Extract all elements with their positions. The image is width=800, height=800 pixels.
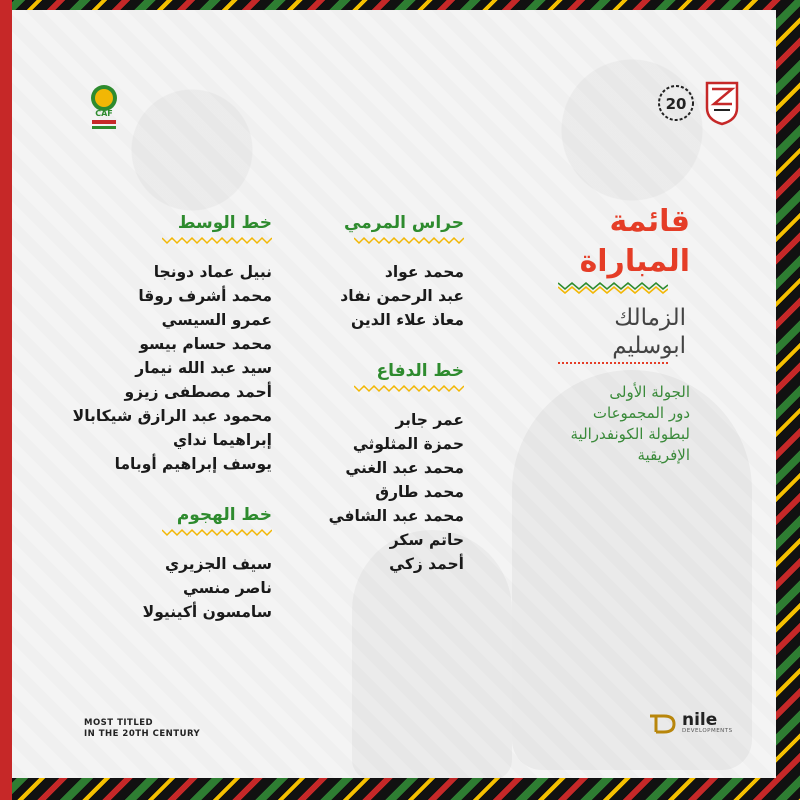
defenders-heading: خط الدفاع [376, 361, 464, 381]
midfielder-name: محمود عبد الرازق شيكابالا [72, 407, 272, 425]
sponsor-mark-icon [648, 712, 678, 734]
title-line-1: قائمة [609, 204, 690, 239]
round-line-2: دور المجموعات [592, 404, 690, 422]
defender-name: محمد عبد الغني [345, 459, 464, 477]
defenders-heading-zigzag [354, 384, 464, 394]
home-team: الزمالك [614, 305, 686, 331]
title-zigzag-divider [558, 280, 668, 294]
gk-def-column [264, 212, 464, 576]
midfielder-name: محمد أشرف روقا [138, 287, 272, 305]
defenders-list [264, 408, 464, 576]
club-slogan [84, 718, 200, 740]
anniversary-badge-icon [656, 83, 696, 123]
svg-text:CAF: CAF [95, 109, 113, 118]
midfielder-name: أحمد مصطفى زيزو [124, 383, 272, 401]
forward-name: سامسون أكينيولا [142, 603, 272, 621]
forward-name: ناصر منسي [182, 579, 272, 597]
anniversary-number: 20 [665, 95, 687, 113]
teams-matchup [486, 304, 686, 360]
sponsor-subtitle: DEVELOPMENTS [682, 728, 733, 734]
defender-name: أحمد زكي [389, 555, 464, 573]
lineup-card [12, 10, 776, 778]
midfielder-name: يوسف إبراهيم أوباما [114, 455, 272, 473]
sponsor-name: nile [682, 710, 718, 730]
goalkeeper-name: معاذ علاء الدين [350, 311, 464, 329]
round-line-3: لبطولة الكونفدرالية [570, 425, 690, 443]
midfielder-name: محمد حسام بيسو [139, 335, 272, 353]
defender-name: حمزة المثلوثي [352, 435, 464, 453]
defender-name: محمد عبد الشافي [328, 507, 464, 525]
defender-name: محمد طارق [375, 483, 464, 501]
round-line-4: الإفريقية [637, 446, 690, 464]
defender-name: عمر جابر [395, 411, 464, 429]
dotted-divider [558, 362, 668, 364]
defender-name: حاتم سكر [389, 531, 464, 549]
midfielder-name: سيد عبد الله نيمار [135, 359, 272, 377]
round-line-1: الجولة الأولى [609, 383, 690, 401]
title-line-2: المباراة [579, 244, 690, 279]
club-logos [656, 80, 740, 126]
forwards-heading: خط الهجوم [176, 505, 272, 525]
goalkeepers-heading-zigzag [354, 236, 464, 246]
forwards-heading-zigzag [162, 528, 272, 538]
forwards-list [42, 552, 272, 624]
forward-name: سيف الجزيري [164, 555, 272, 573]
slogan-line-1: MOST TITLED [84, 718, 154, 728]
goalkeepers-list [264, 260, 464, 332]
competition-round [490, 382, 690, 466]
goalkeeper-name: عبد الرحمن نفاد [340, 287, 464, 305]
match-squad-title [490, 202, 690, 282]
away-team: ابوسليم [612, 333, 686, 359]
sponsor-logo [648, 712, 733, 735]
caf-confederation-cup-logo [84, 82, 124, 134]
goalkeeper-name: محمد عواد [384, 263, 464, 281]
midfielders-list [42, 260, 272, 476]
midfielder-name: إبراهيما نداي [172, 431, 272, 449]
zamalek-crest-icon [704, 80, 740, 126]
midfielder-name: عمرو السيسي [161, 311, 272, 329]
midfielder-name: نبيل عماد دونجا [153, 263, 272, 281]
mid-fwd-column [42, 212, 272, 624]
slogan-line-2: IN THE 20TH CENTURY [84, 729, 201, 739]
goalkeepers-heading: حراس المرمي [344, 213, 464, 233]
midfielders-heading-zigzag [162, 236, 272, 246]
midfielders-heading: خط الوسط [177, 213, 272, 233]
